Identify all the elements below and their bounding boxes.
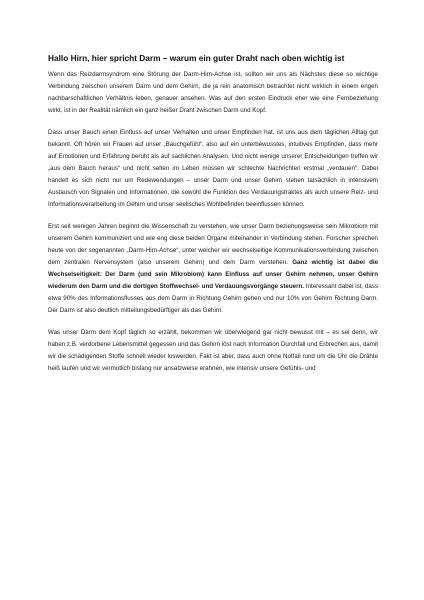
paragraph-text: Interessant dabei ist, dass etwa 90% des Informationsflusses aus dem Darm in Richtung Gehirn gehen und nur 10% von Gehirn Richtung Darm. Der Darm ist also deutlich mitteilungsbedürftiger als das Gehirn. xyxy=(48,283,378,314)
paragraph-gut-feeling: Dass unser Bauch einen Einfluss auf unser Verhalten und unser Empfinden hat, ist uns aus dem täglichen Alltag gut bekannt. Oft hören wir Frauen auf unser „Bauchgefühl“, also auf ein unterbewusstes, intuitives Empfinden, dass mehr auf Emotionen und Erfahrung beruht als auf sachlichen Analysen. Und nicht wenige unserer Entscheidungen treffen wir „aus dem Bauch heraus“ und nicht selten im Leben müssen wir schlechte Nachrichten erstmal „verdauen“. Dabei handelt es sich nicht nur um Redewendungen – unser Darm und unser Gehirn stehen tatsächlich in intensivem Austausch von Signalen und Informationen, die sowohl die Funktion des Verdauungstraktes als auch unsere Reiz- und Informationsverarbeitung im Gehirn und unser seelisches Wohlbefinden beeinflussen können. xyxy=(48,129,378,208)
paragraph-text: Erst seit wenigen Jahren beginnt die Wissenschaft zu verstehen, wie unser Darm beziehungsweise sein Mikrobiom mit unserem Gehirn kommuniziert und wie eng diese beiden Organe miteinander in Verbindung stehen. Forscher sprechen heute von der sogenannten „Darm-Hirn-Achse“, unter welcher wir wechselseitige Kommunikationsverbindung zwischen dem zentralen Nervensystem (also unserem Gehirn) und dem Darm verstehen. xyxy=(48,223,378,266)
paragraph-intro: Wenn das Reizdarmsyndrom eine Störung der Darm-Hirn-Achse ist, sollten wir uns als Nächstes diese so wichtige Verbindung zwischen unserem Darm und dem Gehirn, die ja rein anatomisch betrachtet nicht wirklich in einem engen nachbarschaftlichen Verhältnis leben, genauer ansehen. Was auf den ersten Eindruck eher wie eine Fernbeziehung wirkt, ist in der Realität nämlich ein ganz heißer Draht zwischen Darm und Kopf. xyxy=(48,71,378,114)
paragraph-gut-brain-axis xyxy=(48,221,378,317)
document-heading: Hallo Hirn, hier spricht Darm – warum ein guter Draht nach oben wichtig ist xyxy=(48,53,345,63)
paragraph-communication: Was unser Darm dem Kopf täglich so erzählt, bekommen wir überwiegend gar nicht bewusst mit – es sei denn, wir haben z.B. verdorbene Lebensmittel gegessen und das Gehirn löst nach Information Durchfall und Erbrechen aus, damit wir die schädigenden Stoffe schnell wieder loswerden. Fakt ist aber, dass auch ohne Notfall rund um die Uhr die Drähte heiß laufen und wir vermutlich bislang nur ansatzweise erahnen, wie intensiv unsere Gefühls- und xyxy=(48,329,378,372)
bold-emphasis: Ganz wichtig ist dabei die Wechselseitigkeit: Der Darm (und sein Mikrobiom) kann Einfluss auf unser Gehirn nehmen, unser Gehirn wiederum den Darm und die dortigen Stoffwechsel- und Verdauungsvorgänge steuern. xyxy=(48,259,379,290)
